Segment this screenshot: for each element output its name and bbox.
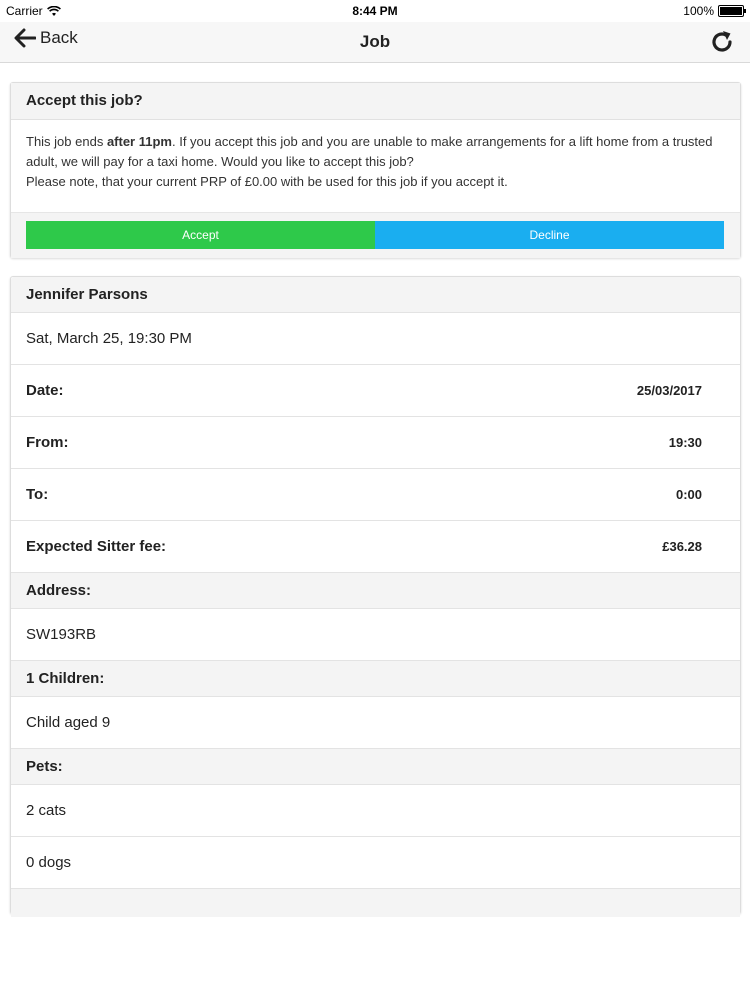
date-row: [11, 365, 740, 417]
accept-card-title: Accept this job?: [11, 83, 740, 120]
back-button[interactable]: [14, 28, 78, 48]
job-details-card: [10, 276, 741, 914]
to-label: To:: [26, 486, 49, 503]
fee-value: £36.28: [662, 539, 702, 554]
pets-dogs-row: [11, 837, 740, 889]
pets-label: Pets:: [26, 758, 63, 775]
address-row: [11, 609, 740, 661]
fee-row: [11, 521, 740, 573]
battery-icon: [718, 5, 744, 17]
pets-cats-row: [11, 785, 740, 837]
message-text-start: This job ends: [26, 134, 107, 149]
job-datetime: Sat, March 25, 19:30 PM: [26, 330, 192, 347]
pets-header: [11, 749, 740, 785]
from-row: [11, 417, 740, 469]
client-name-row: [11, 277, 740, 313]
fee-label: Expected Sitter fee:: [26, 538, 167, 555]
accept-job-card: [10, 82, 741, 258]
job-datetime-row: [11, 313, 740, 365]
accept-button[interactable]: Accept: [26, 221, 375, 249]
to-value: 0:00: [675, 487, 702, 502]
status-bar: [0, 0, 750, 22]
date-value: 25/03/2017: [636, 383, 702, 398]
pets-cats: 2 cats: [26, 802, 67, 819]
carrier-label: Carrier: [6, 4, 43, 18]
client-name: Jennifer Parsons: [26, 286, 148, 303]
to-row: [11, 469, 740, 521]
refresh-button[interactable]: [708, 28, 736, 61]
back-label: Back: [40, 28, 78, 47]
arrow-left-icon: [14, 28, 36, 48]
message-text-end: . If you accept this job and you are unable to make arrangements for a lift home from a trusted adult, we will pay for a taxi home. Would you like to accept this job?: [26, 134, 713, 169]
children-value: Child aged 9: [26, 714, 111, 731]
address-value: SW193RB: [26, 626, 97, 643]
accept-card-actions: [11, 212, 740, 258]
battery-info: [683, 4, 744, 18]
navigation-bar: [0, 22, 750, 63]
address-label: Address:: [26, 582, 92, 599]
children-row: [11, 697, 740, 749]
clock: 8:44 PM: [352, 4, 398, 18]
page-title: Job: [359, 32, 391, 51]
children-label: 1 Children:: [26, 670, 105, 687]
from-label: From:: [26, 434, 69, 451]
children-header: [11, 661, 740, 697]
card-footer: [11, 889, 740, 917]
decline-button[interactable]: Decline: [375, 221, 724, 249]
pets-dogs: 0 dogs: [26, 854, 72, 871]
address-header: [11, 573, 740, 609]
battery-percent: 100%: [683, 4, 714, 18]
refresh-icon: [708, 28, 736, 56]
message-note: Please note, that your current PRP of £0.00 with be used for this job if you accept it.: [26, 174, 508, 189]
message-text-bold: after 11pm: [106, 134, 172, 149]
date-label: Date:: [26, 382, 64, 399]
from-value: 19:30: [668, 435, 702, 450]
accept-card-message: [11, 120, 740, 212]
